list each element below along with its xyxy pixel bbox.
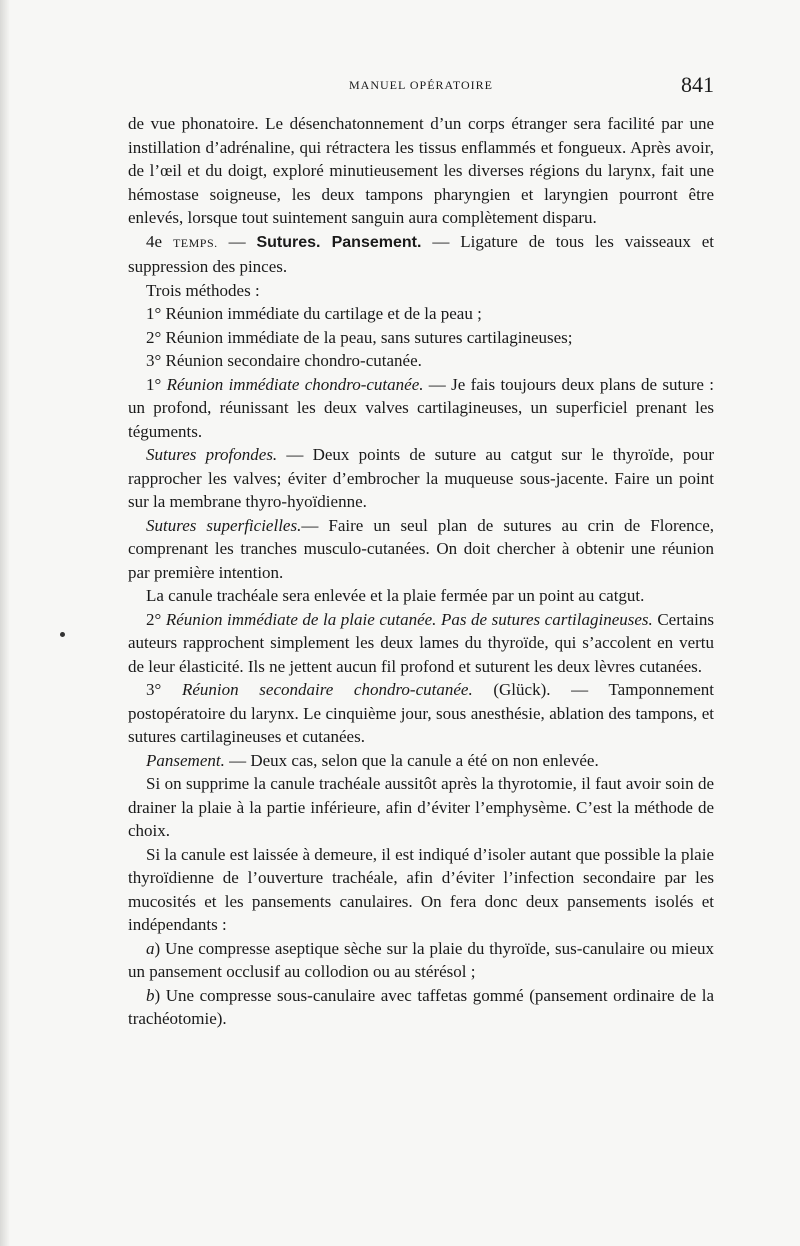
italic-title: Sutures profondes. bbox=[146, 445, 278, 464]
paragraph: Trois méthodes : bbox=[146, 280, 260, 300]
item-number: 1° bbox=[146, 374, 167, 394]
step-label: TEMPS. bbox=[172, 235, 218, 250]
body-text bbox=[128, 112, 714, 1031]
page-header bbox=[128, 72, 714, 100]
paragraph bbox=[128, 514, 714, 585]
item-number: 2° bbox=[146, 609, 166, 629]
italic-title: Réunion secondaire chondro-cutanée. bbox=[181, 680, 473, 699]
paragraph: La canule trachéale sera enlevée et la plaie fermée par un point au catgut. bbox=[146, 586, 645, 605]
list-item: 1° Réunion immédiate du cartilage et de la peau ; bbox=[146, 304, 482, 323]
paragraph-text: — Ligature de tous les vaisseaux et suppression des pinces. bbox=[128, 231, 715, 276]
italic-title: Réunion immédiate chondro-cutanée. bbox=[166, 374, 424, 394]
paragraph-step-heading bbox=[128, 230, 714, 279]
page-number: 841 bbox=[681, 72, 714, 97]
paragraph-text: (Glück). — Tamponnement postopératoire du larynx. Le cinquième jour, sous anesthésie, ablation des tampons, et sutures cartilagineuses et cutanées. bbox=[128, 680, 714, 746]
paragraph-text: ) Une compresse aseptique sèche sur la plaie du thyroïde, sus-canulaire ou mieux un pansement occlusif au collodion ou au stérésol ; bbox=[128, 938, 714, 981]
paragraph-text: — Deux points de suture au catgut sur le thyroïde, pour rapprocher les valves; éviter d’embrocher la muqueuse sous-jacente. Faire un point sur la membrane thyro-hyoïdienne. bbox=[128, 445, 714, 511]
list-item bbox=[128, 984, 714, 1031]
paragraph: Si on supprime la canule trachéale aussitôt après la thyrotomie, il faut avoir soin de drainer la plaie à la partie inférieure, afin d’éviter l’emphysème. C’est la méthode de choix. bbox=[128, 774, 714, 840]
list-item: 3° Réunion secondaire chondro-cutanée. bbox=[146, 351, 422, 370]
item-letter: a bbox=[146, 938, 155, 958]
italic-title: Réunion immédiate de la plaie cutanée. Pas de sutures cartilagineuses. bbox=[165, 609, 653, 629]
section-heading: Sutures. Pansement. bbox=[256, 233, 422, 251]
italic-title: Sutures superficielles. bbox=[146, 515, 302, 535]
paragraph-text: Certains auteurs rapprochent simplement les deux lames du thyroïde, qui s’accolent en vertu de leur élasticité. Ils ne jettent aucun fil profond et suturent les deux lèvres cutanées. bbox=[128, 609, 714, 676]
paragraph-text: — Faire un seul plan de sutures au crin de Florence, comprenant les tranches musculo-cutanées. On doit chercher à obtenir une réunion par première intention. bbox=[128, 515, 714, 582]
step-number: 4e bbox=[146, 231, 163, 251]
italic-title: Pansement. bbox=[146, 750, 225, 770]
list-item: 2° Réunion immédiate de la peau, sans sutures cartilagineuses; bbox=[146, 327, 573, 347]
margin-mark bbox=[60, 632, 65, 637]
paragraph bbox=[128, 678, 714, 749]
item-letter: b bbox=[146, 985, 155, 1005]
paragraph-text: ) Une compresse sous-canulaire avec taffetas gommé (pansement ordinaire de la trachéotomie). bbox=[128, 985, 714, 1028]
item-number: 3° bbox=[146, 680, 182, 699]
dash: — bbox=[217, 231, 257, 251]
paragraph bbox=[128, 749, 714, 773]
list-item bbox=[128, 937, 714, 984]
page-gutter-shadow bbox=[0, 0, 10, 1246]
running-title: MANUEL OPÉRATOIRE bbox=[348, 78, 493, 92]
paragraph: Si la canule est laissée à demeure, il est indiqué d’isoler autant que possible la plaie thyroïdienne de l’ouverture trachéale, afin d’éviter l’infection secondaire par les mucosités et les pansements canulaires. On fera donc deux pansements isolés et indépendants : bbox=[128, 844, 714, 934]
paragraph bbox=[128, 443, 714, 514]
paragraph-text: — Deux cas, selon que la canule a été on non enlevée. bbox=[224, 750, 599, 770]
paragraph: de vue phonatoire. Le désenchatonnement d’un corps étranger sera facilité par une instillation d’adrénaline, qui rétractera les tissus enflammés et fongueux. Après avoir, de l’œil et du doigt, exploré minutieusement les diverses régions du larynx, fait une hémostase soigneuse, les deux tampons pharyngien et laryngien pourront être enlevés, lorsque tout suintement sanguin aura complètement disparu. bbox=[128, 114, 714, 227]
paragraph-text: — Je fais toujours deux plans de suture : un profond, réunissant les deux valves cartilagineuses, un superficiel prenant les téguments. bbox=[128, 374, 714, 441]
paragraph bbox=[128, 608, 714, 679]
paragraph bbox=[128, 373, 714, 444]
